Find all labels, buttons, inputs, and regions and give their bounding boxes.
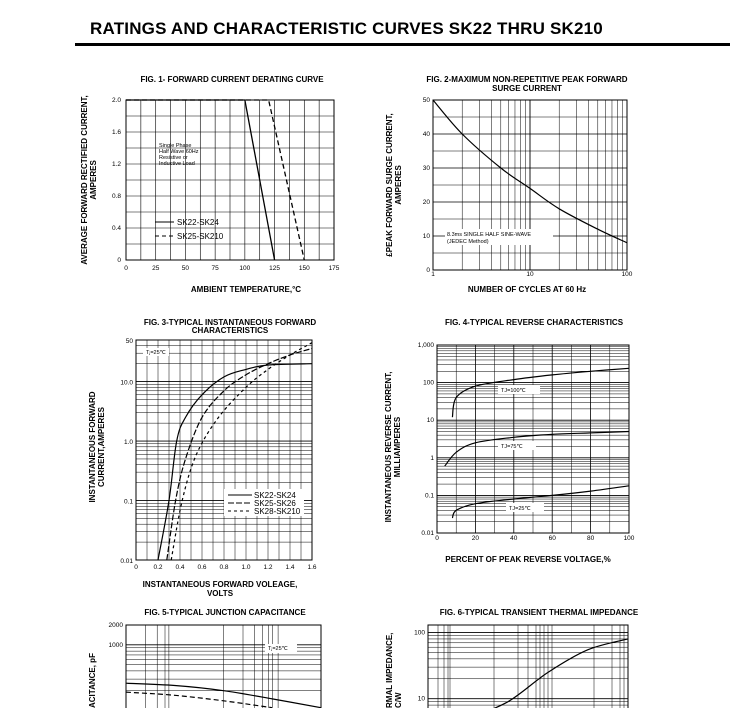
fig5-ylabel: ACITANCE, pF <box>88 653 97 708</box>
fig3-xtick: 0.2 <box>153 564 163 571</box>
fig1-ytick: 2.0 <box>111 97 121 104</box>
fig1-xtick: 0 <box>124 265 128 272</box>
fig3-ytick: 0.01 <box>120 558 133 565</box>
fig3-lines <box>143 343 312 560</box>
fig1-ylabel-2: AMPERES <box>89 160 98 200</box>
fig1-note-2: Half Wave 60Hz <box>159 149 199 155</box>
fig1-panel <box>80 75 340 294</box>
fig3-xtick: 0 <box>134 564 138 571</box>
fig3-xtick: 0.8 <box>219 564 229 571</box>
fig4-ytick: 100 <box>423 379 434 387</box>
fig4-ytick: 10 <box>426 417 434 425</box>
fig2-note-2: (JEDEC Method) <box>447 239 489 245</box>
fig5-temp: Tⱼ=25℃ <box>268 646 288 652</box>
fig3-xtick: 0.6 <box>197 564 207 571</box>
fig6-ytick: 10 <box>417 695 425 703</box>
fig4-xtick: 80 <box>586 535 595 542</box>
fig4-ylabel-1: INSTANTANEOUS REVERSE CURRENT, <box>384 371 393 523</box>
fig3-series-3 <box>171 343 312 560</box>
fig5-panel <box>88 608 321 708</box>
fig4-xtick: 0 <box>435 535 439 542</box>
fig3-ytick: 0.1 <box>123 498 133 506</box>
fig2-ytick: 30 <box>422 165 430 172</box>
fig1-ytick: 1.2 <box>111 161 121 168</box>
fig4-curve-label-3: TJ=25℃ <box>509 506 531 512</box>
fig1-legend-2: SK25-SK210 <box>177 232 224 241</box>
fig4-series-1 <box>452 368 629 417</box>
fig6-ytick: 100 <box>414 629 425 637</box>
fig3-xtick: 1.2 <box>263 564 273 571</box>
fig3-xtick: 1.4 <box>285 564 295 571</box>
fig2-ytick: 40 <box>422 131 430 138</box>
fig6-title: FIG. 6-TYPICAL TRANSIENT THERMAL IMPEDANCE <box>439 608 639 617</box>
fig2-xlabel: NUMBER OF CYCLES AT 60 Hz <box>467 285 587 294</box>
fig2-panel <box>385 75 633 294</box>
fig4-ytick: 0.1 <box>424 492 434 500</box>
fig1-xlabel: AMBIENT TEMPERATURE,°C <box>190 285 302 294</box>
fig2-ylabel-1: £PEAK FORWARD SURGE CURRENT, <box>385 113 394 257</box>
fig2-ytick: 20 <box>422 199 430 206</box>
fig6-panel <box>385 608 639 708</box>
page-title: RATINGS AND CHARACTERISTIC CURVES SK22 THRU SK210 <box>90 19 603 38</box>
fig4-ytick: 1,000 <box>417 342 434 349</box>
fig2-xtick: 1 <box>431 271 435 278</box>
fig4-panel <box>384 318 635 564</box>
fig1-xtick: 25 <box>152 265 160 272</box>
fig2-ytick: 0 <box>426 267 430 274</box>
fig5-ytick: 1000 <box>108 641 123 649</box>
fig3-xlabel-1: INSTANTANEOUS FORWARD VOLEAGE, <box>142 580 298 589</box>
fig3-ytick: 10.0 <box>120 379 133 387</box>
fig1-legend-1: SK22-SK24 <box>177 218 219 227</box>
fig4-ytick: 0.01 <box>421 530 434 537</box>
fig1-note-3: Resistive or <box>159 155 188 161</box>
fig4-series-2 <box>445 432 629 467</box>
fig6-ylabel-1: RMAL IMPEDANCE, <box>385 632 394 708</box>
fig2-title-2: SURGE CURRENT <box>492 84 562 93</box>
fig3-ytick: 1.0 <box>123 439 133 447</box>
fig3-ticks <box>120 338 317 571</box>
fig4-xtick: 40 <box>510 535 518 542</box>
fig3-xtick: 1.6 <box>307 564 317 571</box>
fig1-title: FIG. 1- FORWARD CURRENT DERATING CURVE <box>140 75 324 84</box>
fig1-note-4: Inductive Load <box>159 161 195 167</box>
fig2-xtick: 10 <box>526 271 534 278</box>
fig2-ytick: 10 <box>422 233 430 240</box>
fig1-xtick: 75 <box>211 265 219 272</box>
fig6-ticks <box>414 630 425 703</box>
fig4-xlabel: PERCENT OF PEAK REVERSE VOLTAGE,% <box>445 555 611 564</box>
fig4-ylabel-2: MILLIAMPERES <box>393 416 402 478</box>
fig1-ticks <box>112 97 340 272</box>
fig1-note-1: Single Phase <box>159 143 192 149</box>
fig3-ylabel-1: INSTANTANEOUS FORWARD <box>88 391 97 503</box>
fig4-curve-label-2: TJ=75℃ <box>501 444 523 450</box>
fig3-legend-3: SK28-SK210 <box>254 507 301 516</box>
fig2-xtick: 100 <box>621 271 633 278</box>
fig1-ytick: 0 <box>117 257 121 264</box>
fig3-ylabel-2: CURRENT,AMPERES <box>97 406 106 488</box>
fig3-grid <box>136 340 312 560</box>
fig1-ytick: 0.4 <box>111 225 121 232</box>
fig1-xtick: 150 <box>298 265 310 272</box>
fig5-grid <box>126 625 321 708</box>
fig4-curve-label-1: TJ=100℃ <box>501 388 526 394</box>
fig1-ylabel-1: AVERAGE FORWARD RECTIFIED CURRENT, <box>80 95 89 265</box>
fig3-title-2: CHARACTERISTICS <box>191 326 269 335</box>
fig3-legend-1: SK22-SK24 <box>254 491 296 500</box>
fig2-note-1: 8.3ms SINGLE HALF SINE-WAVE <box>447 232 532 238</box>
fig3-xtick: 1.0 <box>241 564 251 571</box>
fig1-xtick: 50 <box>181 265 190 272</box>
fig3-legend-2: SK25-SK26 <box>254 499 296 508</box>
fig1-xtick: 175 <box>328 265 340 272</box>
fig5-ticks <box>109 622 124 649</box>
fig6-grid <box>428 625 628 708</box>
fig4-xtick: 60 <box>548 535 556 542</box>
fig1-ytick: 0.8 <box>111 193 121 200</box>
fig3-panel <box>88 318 317 598</box>
fig2-title-1: FIG. 2-MAXIMUM NON-REPETITIVE PEAK FORWARD <box>426 75 628 84</box>
fig4-xtick: 20 <box>471 535 480 542</box>
fig2-ytick: 50 <box>422 97 430 104</box>
fig4-xtick: 100 <box>623 535 635 542</box>
fig5-ytick: 2000 <box>108 622 123 629</box>
fig6-ylabel-2: C/W <box>394 692 403 708</box>
fig1-xtick: 100 <box>239 265 251 272</box>
fig4-title: FIG. 4-TYPICAL REVERSE CHARACTERISTICS <box>444 318 624 327</box>
fig2-ylabel-2: AMPERES <box>394 165 403 205</box>
fig1-xtick: 125 <box>269 265 281 272</box>
fig3-xlabel-2: VOLTS <box>206 589 234 598</box>
fig5-title: FIG. 5-TYPICAL JUNCTION CAPACITANCE <box>144 608 306 617</box>
fig3-temp: Tⱼ=25℃ <box>146 350 166 356</box>
fig4-series-3 <box>452 486 629 518</box>
fig1-ytick: 1.6 <box>111 129 121 136</box>
fig4-ytick: 1 <box>430 454 434 462</box>
fig3-ytick: 50 <box>125 338 133 345</box>
fig3-xtick: 0.4 <box>175 564 185 571</box>
fig3-title-1: FIG. 3-TYPICAL INSTANTANEOUS FORWARD <box>143 318 317 327</box>
